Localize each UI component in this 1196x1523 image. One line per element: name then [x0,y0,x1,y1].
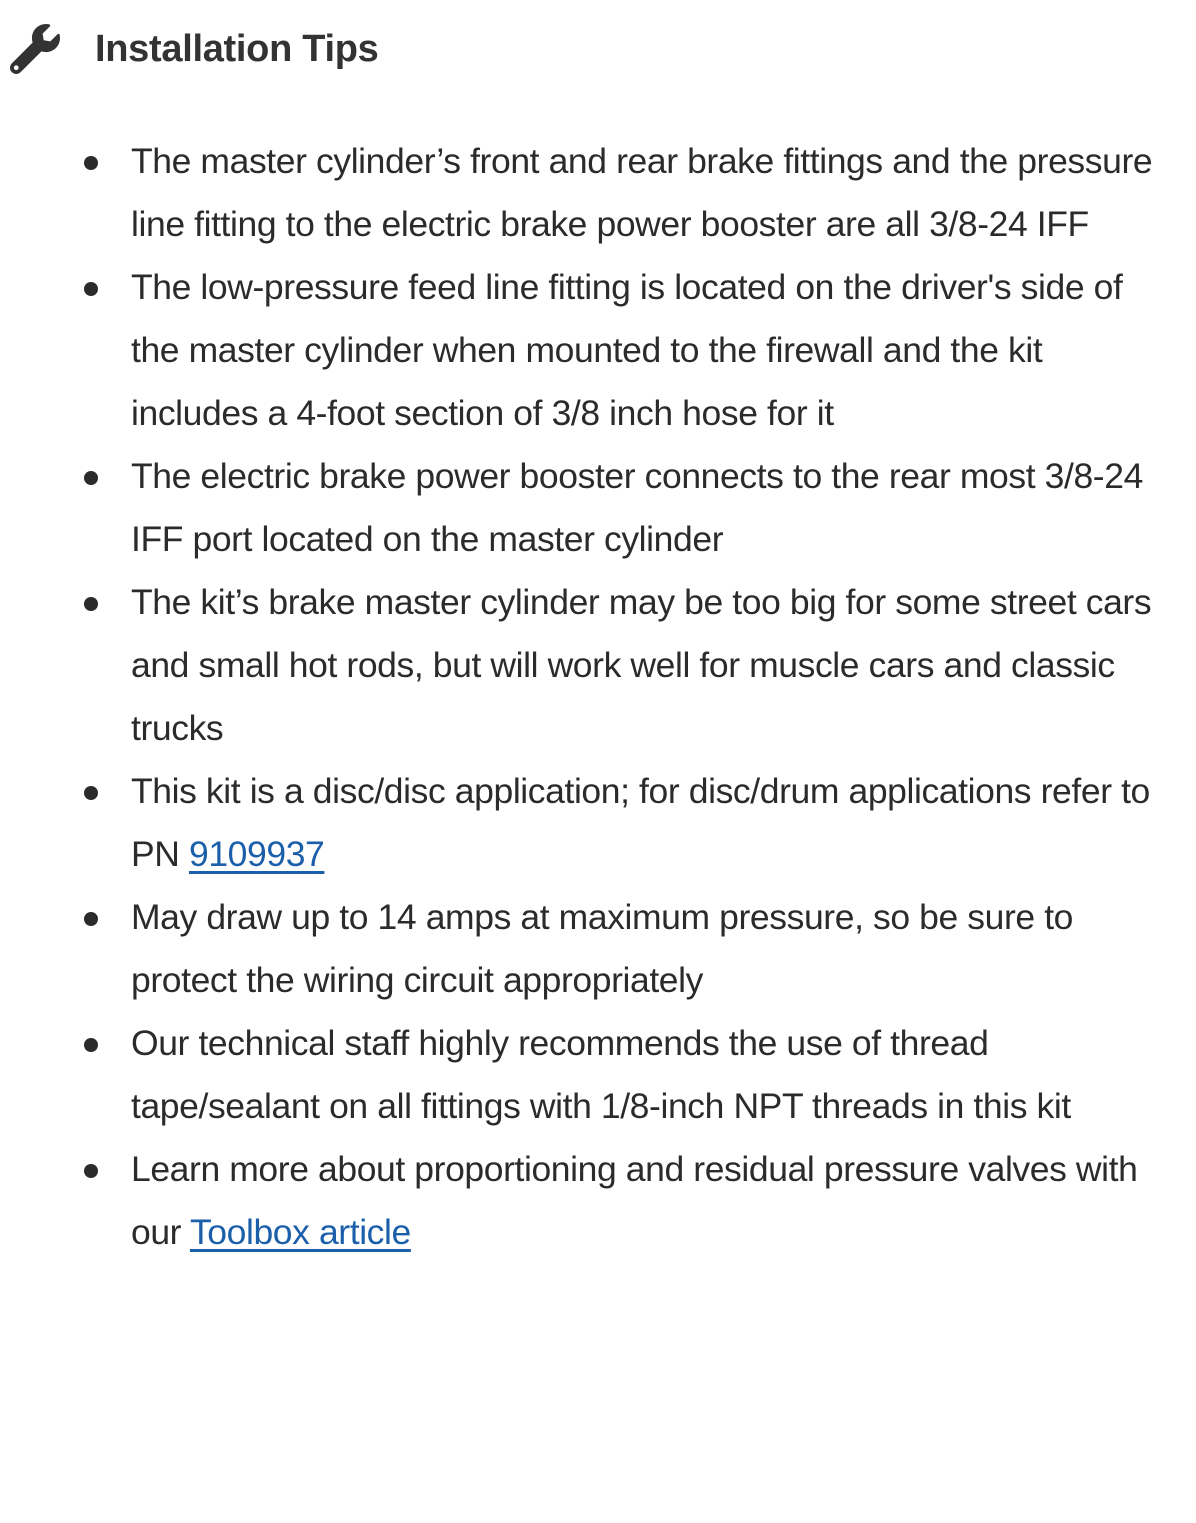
list-item [131,571,1161,760]
part-number-link[interactable]: 9109937 [188,834,325,874]
section-header [10,22,378,76]
bullet-icon [84,786,98,800]
toolbox-article-link[interactable]: Toolbox article [189,1212,411,1252]
list-item [131,1012,1161,1138]
bullet-icon [84,282,98,296]
bullet-icon [84,597,98,611]
list-item [131,886,1161,1012]
list-item [131,256,1161,445]
bullet-icon [84,1038,98,1052]
tip-text: This kit is a disc/disc application; for disc/drum applications refer to PN [131,771,1150,874]
list-item [131,130,1161,256]
bullet-icon [84,471,98,485]
tip-text: May draw up to 14 amps at maximum pressure, so be sure to protect the wiring circuit appropriately [131,897,1074,1000]
tip-text: The master cylinder’s front and rear brake fittings and the pressure line fitting to the electric brake power booster are all 3/8-24 IFF [131,141,1153,244]
section-title: Installation Tips [95,27,379,70]
list-item [131,445,1161,571]
wrench-icon [10,22,60,76]
tip-text: The low-pressure feed line fitting is located on the driver's side of the master cylinder when mounted to the firewall and the kit includes a 4-foot section of 3/8 inch hose for it [131,267,1123,433]
bullet-icon [84,1164,98,1178]
tip-text: Our technical staff highly recommends the use of thread tape/sealant on all fittings with 1/8-inch NPT threads in this kit [131,1023,1071,1126]
list-item [131,760,1161,886]
bullet-icon [84,156,98,170]
tip-text: Learn more about proportioning and residual pressure valves with our [131,1149,1138,1252]
bullet-icon [84,912,98,926]
list-item [131,1138,1161,1264]
tip-text: The kit’s brake master cylinder may be too big for some street cars and small hot rods, but will work well for muscle cars and classic trucks [131,582,1152,748]
tip-text: The electric brake power booster connects to the rear most 3/8-24 IFF port located on the master cylinder [131,456,1143,559]
installation-tips-list [0,130,1161,1264]
